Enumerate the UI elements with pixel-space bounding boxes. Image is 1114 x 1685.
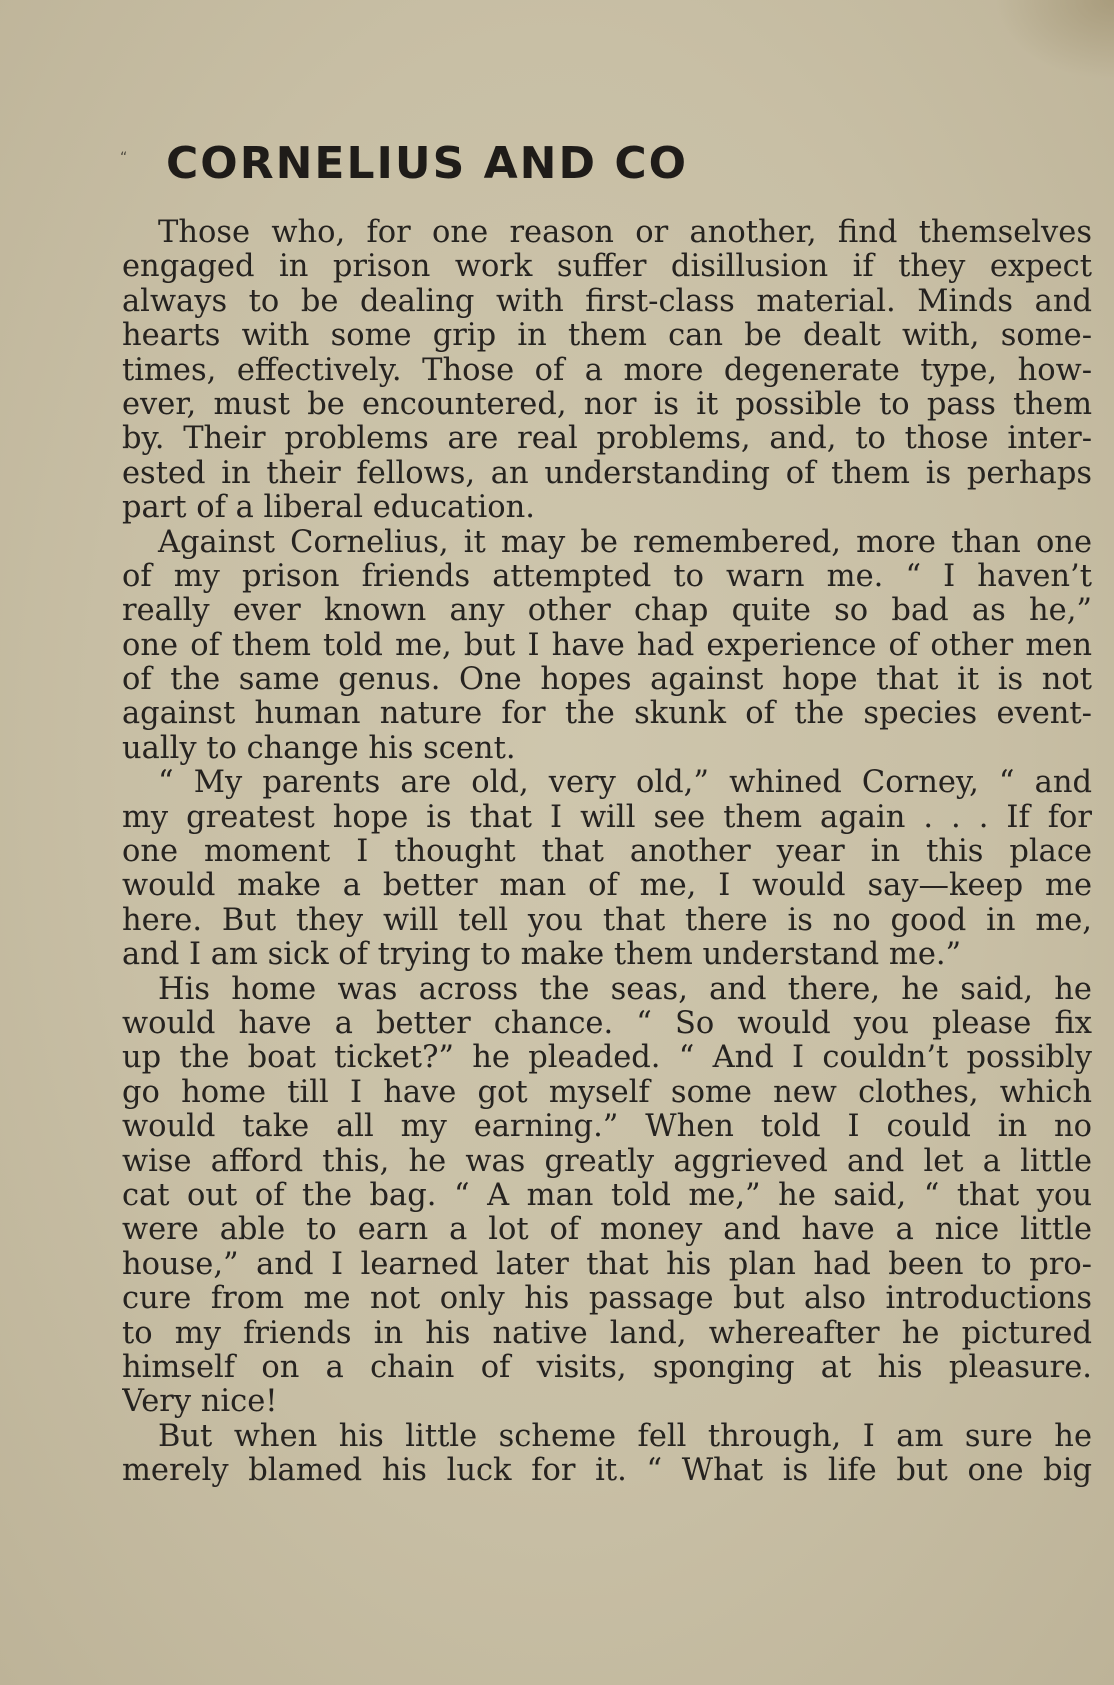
title-mark: “ <box>120 150 128 166</box>
text-line: to my friends in his native land, whereafter he pictured <box>122 1316 1092 1351</box>
text-line: one of them told me, but I have had experience of other men <box>122 628 1092 663</box>
text-line: “ My parents are old, very old,” whined Corney, “ and <box>158 766 1092 801</box>
text-line: one moment I thought that another year in this place <box>122 835 1092 870</box>
text-line: cure from me not only his passage but also introductions <box>122 1282 1092 1317</box>
text-line: Those who, for one reason or another, find themselves <box>158 216 1092 250</box>
text-line: here. But they will tell you that there is no good in me, <box>122 903 1092 938</box>
text-line: against human nature for the skunk of the species event- <box>122 697 1092 732</box>
text-line: always to be dealing with first-class material. Minds and <box>122 284 1092 319</box>
text-line: would have a better chance. “ So would you please fix <box>122 1006 1092 1041</box>
body-text <box>122 216 1092 1488</box>
text-line: of the same genus. One hopes against hope that it is not <box>122 663 1092 698</box>
text-line: Against Cornelius, it may be remembered, more than one <box>158 525 1092 560</box>
text-line: ually to change his scent. <box>122 731 516 766</box>
page-corner-shadow <box>994 0 1114 80</box>
text-line: His home was across the seas, and there, he said, he <box>158 972 1092 1007</box>
text-line: were able to earn a lot of money and have a nice little <box>122 1213 1092 1248</box>
text-line: part of a liberal education. <box>122 491 535 526</box>
text-line: of my prison friends attempted to warn me. “ I haven’t <box>122 559 1092 594</box>
text-line: wise afford this, he was greatly aggrieved and let a little <box>122 1144 1092 1179</box>
text-line: by. Their problems are real problems, and, to those inter- <box>122 422 1092 457</box>
text-line: and I am sick of trying to make them understand me.” <box>122 938 962 973</box>
text-line: go home till I have got myself some new clothes, which <box>122 1075 1092 1110</box>
text-line: But when his little scheme fell through, I am sure he <box>158 1419 1092 1454</box>
text-line: ever, must be encountered, nor is it possible to pass them <box>122 387 1092 422</box>
text-line: would take all my earning.” When told I could in no <box>122 1110 1092 1145</box>
text-line: house,” and I learned later that his plan had been to pro- <box>122 1247 1092 1282</box>
text-line: cat out of the bag. “ A man told me,” he said, “ that you <box>122 1178 1092 1213</box>
chapter-title: CORNELIUS AND CO <box>166 138 689 189</box>
text-line: Very nice! <box>122 1385 278 1420</box>
text-line: times, effectively. Those of a more degenerate type, how- <box>122 353 1092 388</box>
text-line: himself on a chain of visits, sponging at his pleasure. <box>122 1350 1092 1385</box>
text-line: really ever known any other chap quite so bad as he,” <box>122 594 1092 629</box>
text-line: my greatest hope is that I will see them again . . . If for <box>122 800 1092 835</box>
text-line: merely blamed his luck for it. “ What is life but one big <box>122 1454 1092 1489</box>
text-line: engaged in prison work suffer disillusion if they expect <box>122 250 1092 285</box>
text-line: ested in their fellows, an understanding of them is perhaps <box>122 456 1092 491</box>
text-line: hearts with some grip in them can be dealt with, some- <box>122 319 1092 354</box>
text-line: would make a better man of me, I would say—keep me <box>122 869 1092 904</box>
text-line: up the boat ticket?” he pleaded. “ And I couldn’t possibly <box>122 1041 1092 1076</box>
